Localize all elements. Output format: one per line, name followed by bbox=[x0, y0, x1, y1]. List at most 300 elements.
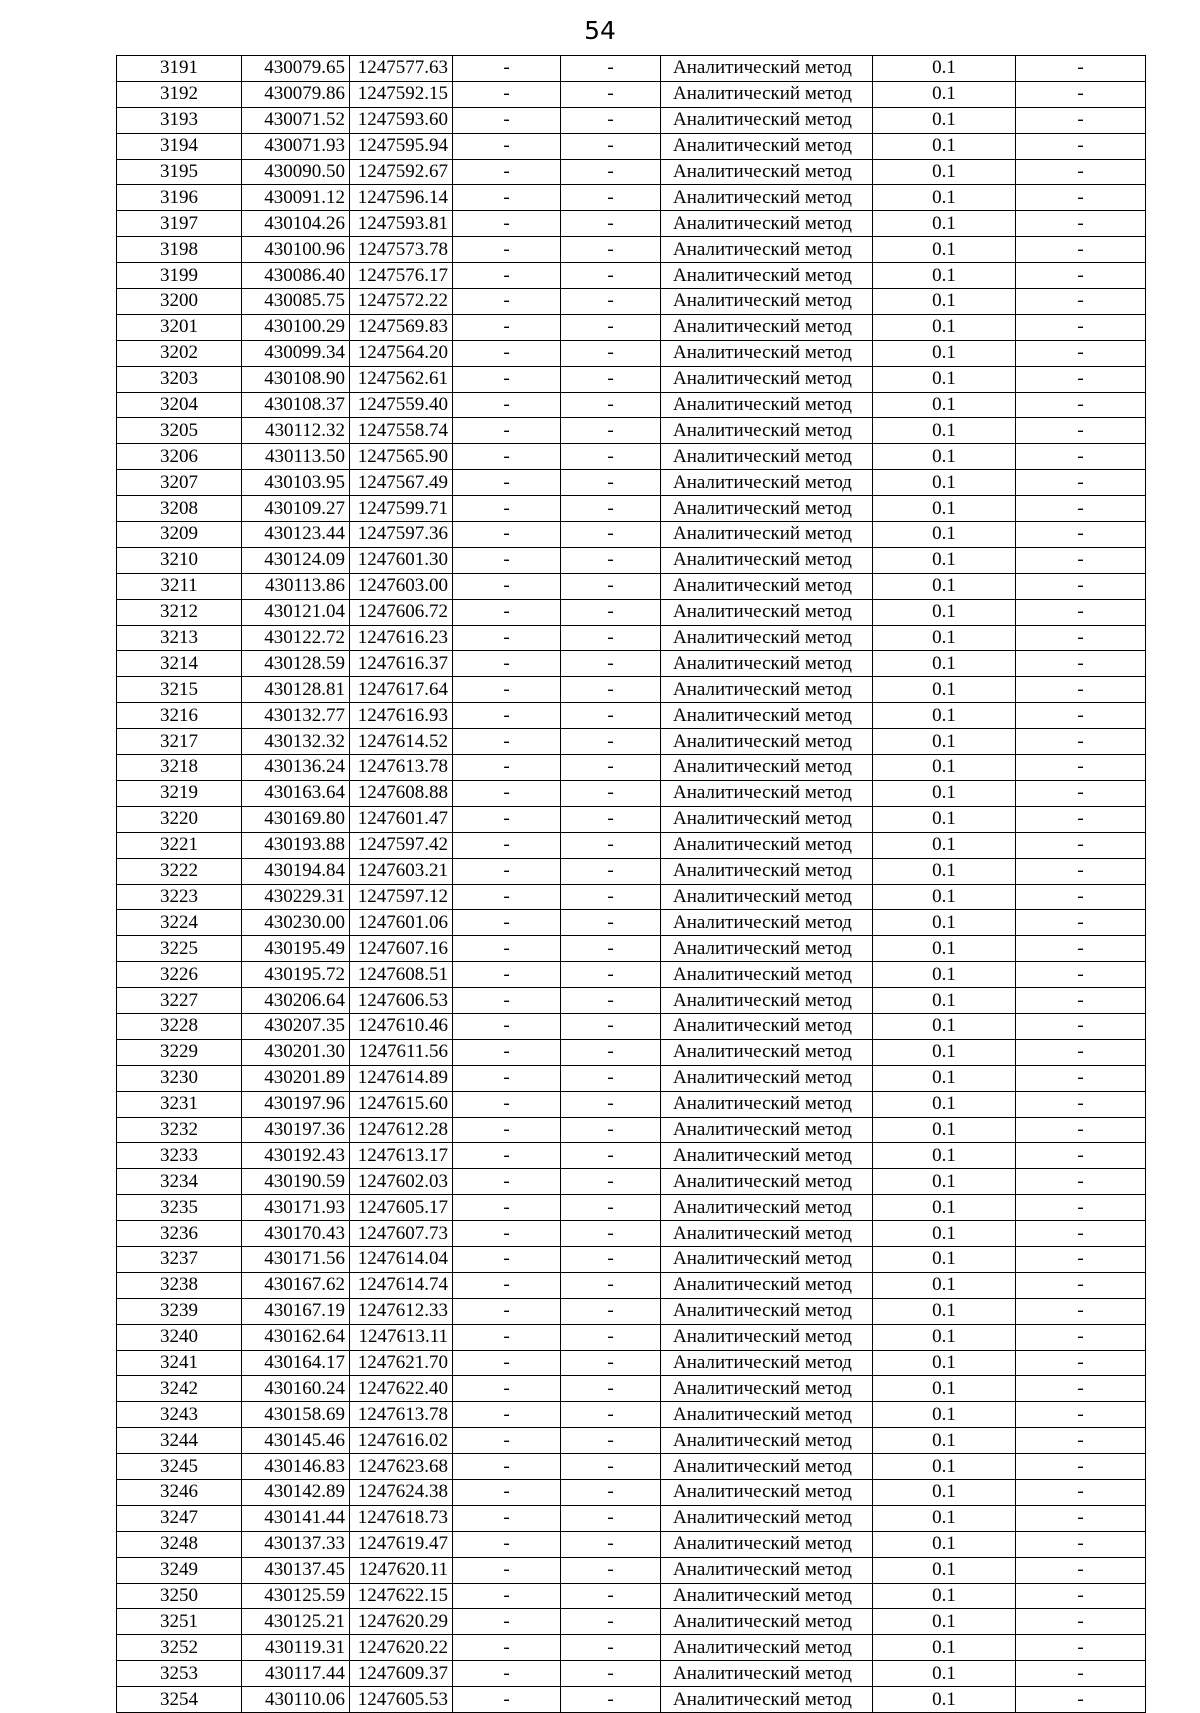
accuracy-cell: 0.1 bbox=[873, 237, 1016, 263]
table-row bbox=[117, 832, 1146, 858]
dash-cell: - bbox=[453, 470, 561, 496]
point-number-cell: 3222 bbox=[117, 858, 242, 884]
dash-cell: - bbox=[561, 1557, 661, 1583]
table-row bbox=[117, 1039, 1146, 1065]
table-row bbox=[117, 729, 1146, 755]
y-coordinate-cell: 1247592.15 bbox=[350, 81, 453, 107]
dash-cell: - bbox=[1016, 806, 1146, 832]
table-row bbox=[117, 910, 1146, 936]
accuracy-cell: 0.1 bbox=[873, 1246, 1016, 1272]
method-cell: Аналитический метод bbox=[661, 1350, 873, 1376]
table-row bbox=[117, 1609, 1146, 1635]
table-row bbox=[117, 1505, 1146, 1531]
dash-cell: - bbox=[561, 444, 661, 470]
y-coordinate-cell: 1247569.83 bbox=[350, 314, 453, 340]
accuracy-cell: 0.1 bbox=[873, 1272, 1016, 1298]
method-cell: Аналитический метод bbox=[661, 884, 873, 910]
dash-cell: - bbox=[1016, 1531, 1146, 1557]
y-coordinate-cell: 1247603.21 bbox=[350, 858, 453, 884]
dash-cell: - bbox=[1016, 962, 1146, 988]
dash-cell: - bbox=[453, 1013, 561, 1039]
table-row bbox=[117, 1246, 1146, 1272]
method-cell: Аналитический метод bbox=[661, 573, 873, 599]
table-row bbox=[117, 56, 1146, 82]
y-coordinate-cell: 1247572.22 bbox=[350, 289, 453, 315]
method-cell: Аналитический метод bbox=[661, 107, 873, 133]
accuracy-cell: 0.1 bbox=[873, 962, 1016, 988]
method-cell: Аналитический метод bbox=[661, 470, 873, 496]
dash-cell: - bbox=[453, 1195, 561, 1221]
accuracy-cell: 0.1 bbox=[873, 858, 1016, 884]
accuracy-cell: 0.1 bbox=[873, 522, 1016, 548]
table-row bbox=[117, 1454, 1146, 1480]
accuracy-cell: 0.1 bbox=[873, 1169, 1016, 1195]
method-cell: Аналитический метод bbox=[661, 133, 873, 159]
dash-cell: - bbox=[561, 340, 661, 366]
dash-cell: - bbox=[453, 1505, 561, 1531]
x-coordinate-cell: 430170.43 bbox=[242, 1221, 350, 1247]
y-coordinate-cell: 1247612.33 bbox=[350, 1298, 453, 1324]
y-coordinate-cell: 1247599.71 bbox=[350, 496, 453, 522]
dash-cell: - bbox=[561, 56, 661, 82]
dash-cell: - bbox=[453, 314, 561, 340]
dash-cell: - bbox=[453, 133, 561, 159]
dash-cell: - bbox=[1016, 1195, 1146, 1221]
method-cell: Аналитический метод bbox=[661, 1583, 873, 1609]
dash-cell: - bbox=[561, 1350, 661, 1376]
y-coordinate-cell: 1247613.11 bbox=[350, 1324, 453, 1350]
y-coordinate-cell: 1247567.49 bbox=[350, 470, 453, 496]
accuracy-cell: 0.1 bbox=[873, 1143, 1016, 1169]
table-row bbox=[117, 1350, 1146, 1376]
method-cell: Аналитический метод bbox=[661, 1195, 873, 1221]
accuracy-cell: 0.1 bbox=[873, 1428, 1016, 1454]
y-coordinate-cell: 1247618.73 bbox=[350, 1505, 453, 1531]
y-coordinate-cell: 1247609.37 bbox=[350, 1661, 453, 1687]
dash-cell: - bbox=[1016, 1013, 1146, 1039]
table-row bbox=[117, 1013, 1146, 1039]
dash-cell: - bbox=[1016, 1221, 1146, 1247]
dash-cell: - bbox=[561, 1661, 661, 1687]
dash-cell: - bbox=[453, 858, 561, 884]
dash-cell: - bbox=[453, 1350, 561, 1376]
x-coordinate-cell: 430229.31 bbox=[242, 884, 350, 910]
accuracy-cell: 0.1 bbox=[873, 936, 1016, 962]
accuracy-cell: 0.1 bbox=[873, 755, 1016, 781]
dash-cell: - bbox=[1016, 884, 1146, 910]
table-row bbox=[117, 1065, 1146, 1091]
y-coordinate-cell: 1247620.29 bbox=[350, 1609, 453, 1635]
dash-cell: - bbox=[561, 910, 661, 936]
x-coordinate-cell: 430167.19 bbox=[242, 1298, 350, 1324]
dash-cell: - bbox=[1016, 780, 1146, 806]
dash-cell: - bbox=[561, 625, 661, 651]
accuracy-cell: 0.1 bbox=[873, 1091, 1016, 1117]
dash-cell: - bbox=[1016, 1402, 1146, 1428]
x-coordinate-cell: 430201.30 bbox=[242, 1039, 350, 1065]
x-coordinate-cell: 430193.88 bbox=[242, 832, 350, 858]
accuracy-cell: 0.1 bbox=[873, 573, 1016, 599]
method-cell: Аналитический метод bbox=[661, 806, 873, 832]
y-coordinate-cell: 1247606.53 bbox=[350, 988, 453, 1014]
x-coordinate-cell: 430190.59 bbox=[242, 1169, 350, 1195]
y-coordinate-cell: 1247616.37 bbox=[350, 651, 453, 677]
dash-cell: - bbox=[561, 418, 661, 444]
y-coordinate-cell: 1247613.78 bbox=[350, 755, 453, 781]
table-row bbox=[117, 470, 1146, 496]
method-cell: Аналитический метод bbox=[661, 1298, 873, 1324]
table-row bbox=[117, 599, 1146, 625]
dash-cell: - bbox=[453, 1687, 561, 1713]
method-cell: Аналитический метод bbox=[661, 858, 873, 884]
dash-cell: - bbox=[1016, 988, 1146, 1014]
x-coordinate-cell: 430137.33 bbox=[242, 1531, 350, 1557]
coordinates-table bbox=[116, 55, 1146, 1713]
dash-cell: - bbox=[561, 755, 661, 781]
y-coordinate-cell: 1247624.38 bbox=[350, 1479, 453, 1505]
x-coordinate-cell: 430137.45 bbox=[242, 1557, 350, 1583]
point-number-cell: 3246 bbox=[117, 1479, 242, 1505]
dash-cell: - bbox=[453, 1531, 561, 1557]
dash-cell: - bbox=[453, 1324, 561, 1350]
dash-cell: - bbox=[561, 81, 661, 107]
x-coordinate-cell: 430112.32 bbox=[242, 418, 350, 444]
dash-cell: - bbox=[1016, 1479, 1146, 1505]
table-row bbox=[117, 962, 1146, 988]
dash-cell: - bbox=[453, 1169, 561, 1195]
table-row bbox=[117, 496, 1146, 522]
dash-cell: - bbox=[453, 1402, 561, 1428]
method-cell: Аналитический метод bbox=[661, 1402, 873, 1428]
dash-cell: - bbox=[1016, 729, 1146, 755]
point-number-cell: 3216 bbox=[117, 703, 242, 729]
point-number-cell: 3212 bbox=[117, 599, 242, 625]
point-number-cell: 3192 bbox=[117, 81, 242, 107]
dash-cell: - bbox=[1016, 755, 1146, 781]
table-row bbox=[117, 1557, 1146, 1583]
accuracy-cell: 0.1 bbox=[873, 884, 1016, 910]
x-coordinate-cell: 430132.77 bbox=[242, 703, 350, 729]
accuracy-cell: 0.1 bbox=[873, 392, 1016, 418]
point-number-cell: 3251 bbox=[117, 1609, 242, 1635]
method-cell: Аналитический метод bbox=[661, 522, 873, 548]
dash-cell: - bbox=[453, 1635, 561, 1661]
dash-cell: - bbox=[1016, 1117, 1146, 1143]
point-number-cell: 3196 bbox=[117, 185, 242, 211]
dash-cell: - bbox=[1016, 858, 1146, 884]
method-cell: Аналитический метод bbox=[661, 56, 873, 82]
point-number-cell: 3226 bbox=[117, 962, 242, 988]
x-coordinate-cell: 430194.84 bbox=[242, 858, 350, 884]
y-coordinate-cell: 1247596.14 bbox=[350, 185, 453, 211]
x-coordinate-cell: 430119.31 bbox=[242, 1635, 350, 1661]
accuracy-cell: 0.1 bbox=[873, 1402, 1016, 1428]
accuracy-cell: 0.1 bbox=[873, 1013, 1016, 1039]
method-cell: Аналитический метод bbox=[661, 1117, 873, 1143]
y-coordinate-cell: 1247614.04 bbox=[350, 1246, 453, 1272]
dash-cell: - bbox=[453, 237, 561, 263]
table-row bbox=[117, 1661, 1146, 1687]
accuracy-cell: 0.1 bbox=[873, 1117, 1016, 1143]
point-number-cell: 3235 bbox=[117, 1195, 242, 1221]
point-number-cell: 3253 bbox=[117, 1661, 242, 1687]
y-coordinate-cell: 1247614.89 bbox=[350, 1065, 453, 1091]
accuracy-cell: 0.1 bbox=[873, 599, 1016, 625]
table-row bbox=[117, 1635, 1146, 1661]
dash-cell: - bbox=[561, 1246, 661, 1272]
table-row bbox=[117, 159, 1146, 185]
y-coordinate-cell: 1247620.22 bbox=[350, 1635, 453, 1661]
dash-cell: - bbox=[1016, 470, 1146, 496]
accuracy-cell: 0.1 bbox=[873, 703, 1016, 729]
dash-cell: - bbox=[453, 962, 561, 988]
point-number-cell: 3203 bbox=[117, 366, 242, 392]
page-number: 54 bbox=[584, 16, 616, 45]
table-row bbox=[117, 418, 1146, 444]
table-body bbox=[117, 56, 1146, 1713]
method-cell: Аналитический метод bbox=[661, 1065, 873, 1091]
dash-cell: - bbox=[561, 211, 661, 237]
dash-cell: - bbox=[561, 237, 661, 263]
dash-cell: - bbox=[561, 1039, 661, 1065]
y-coordinate-cell: 1247621.70 bbox=[350, 1350, 453, 1376]
y-coordinate-cell: 1247606.72 bbox=[350, 599, 453, 625]
dash-cell: - bbox=[453, 1454, 561, 1480]
dash-cell: - bbox=[1016, 1272, 1146, 1298]
dash-cell: - bbox=[1016, 133, 1146, 159]
point-number-cell: 3197 bbox=[117, 211, 242, 237]
point-number-cell: 3237 bbox=[117, 1246, 242, 1272]
dash-cell: - bbox=[453, 1428, 561, 1454]
dash-cell: - bbox=[1016, 910, 1146, 936]
dash-cell: - bbox=[1016, 651, 1146, 677]
dash-cell: - bbox=[561, 314, 661, 340]
accuracy-cell: 0.1 bbox=[873, 780, 1016, 806]
point-number-cell: 3242 bbox=[117, 1376, 242, 1402]
x-coordinate-cell: 430117.44 bbox=[242, 1661, 350, 1687]
x-coordinate-cell: 430128.59 bbox=[242, 651, 350, 677]
dash-cell: - bbox=[1016, 1505, 1146, 1531]
accuracy-cell: 0.1 bbox=[873, 832, 1016, 858]
table-row bbox=[117, 703, 1146, 729]
table-row bbox=[117, 1195, 1146, 1221]
x-coordinate-cell: 430113.50 bbox=[242, 444, 350, 470]
point-number-cell: 3218 bbox=[117, 755, 242, 781]
dash-cell: - bbox=[561, 470, 661, 496]
x-coordinate-cell: 430160.24 bbox=[242, 1376, 350, 1402]
method-cell: Аналитический метод bbox=[661, 1557, 873, 1583]
x-coordinate-cell: 430100.96 bbox=[242, 237, 350, 263]
table-row bbox=[117, 1272, 1146, 1298]
point-number-cell: 3228 bbox=[117, 1013, 242, 1039]
dash-cell: - bbox=[1016, 1298, 1146, 1324]
method-cell: Аналитический метод bbox=[661, 1221, 873, 1247]
point-number-cell: 3244 bbox=[117, 1428, 242, 1454]
dash-cell: - bbox=[1016, 1324, 1146, 1350]
dash-cell: - bbox=[1016, 107, 1146, 133]
method-cell: Аналитический метод bbox=[661, 703, 873, 729]
dash-cell: - bbox=[561, 599, 661, 625]
dash-cell: - bbox=[561, 936, 661, 962]
table-row bbox=[117, 81, 1146, 107]
point-number-cell: 3241 bbox=[117, 1350, 242, 1376]
dash-cell: - bbox=[561, 651, 661, 677]
accuracy-cell: 0.1 bbox=[873, 1298, 1016, 1324]
dash-cell: - bbox=[561, 1505, 661, 1531]
accuracy-cell: 0.1 bbox=[873, 211, 1016, 237]
table-row bbox=[117, 366, 1146, 392]
dash-cell: - bbox=[1016, 1583, 1146, 1609]
x-coordinate-cell: 430108.37 bbox=[242, 392, 350, 418]
method-cell: Аналитический метод bbox=[661, 81, 873, 107]
accuracy-cell: 0.1 bbox=[873, 806, 1016, 832]
y-coordinate-cell: 1247613.17 bbox=[350, 1143, 453, 1169]
dash-cell: - bbox=[561, 962, 661, 988]
point-number-cell: 3207 bbox=[117, 470, 242, 496]
accuracy-cell: 0.1 bbox=[873, 625, 1016, 651]
dash-cell: - bbox=[561, 1298, 661, 1324]
accuracy-cell: 0.1 bbox=[873, 988, 1016, 1014]
point-number-cell: 3204 bbox=[117, 392, 242, 418]
x-coordinate-cell: 430192.43 bbox=[242, 1143, 350, 1169]
y-coordinate-cell: 1247573.78 bbox=[350, 237, 453, 263]
table-row bbox=[117, 340, 1146, 366]
y-coordinate-cell: 1247564.20 bbox=[350, 340, 453, 366]
dash-cell: - bbox=[453, 729, 561, 755]
point-number-cell: 3248 bbox=[117, 1531, 242, 1557]
dash-cell: - bbox=[453, 1661, 561, 1687]
point-number-cell: 3201 bbox=[117, 314, 242, 340]
method-cell: Аналитический метод bbox=[661, 340, 873, 366]
table-row bbox=[117, 806, 1146, 832]
table-row bbox=[117, 107, 1146, 133]
point-number-cell: 3254 bbox=[117, 1687, 242, 1713]
dash-cell: - bbox=[453, 366, 561, 392]
method-cell: Аналитический метод bbox=[661, 625, 873, 651]
dash-cell: - bbox=[453, 1376, 561, 1402]
method-cell: Аналитический метод bbox=[661, 1609, 873, 1635]
dash-cell: - bbox=[453, 496, 561, 522]
x-coordinate-cell: 430123.44 bbox=[242, 522, 350, 548]
method-cell: Аналитический метод bbox=[661, 1376, 873, 1402]
method-cell: Аналитический метод bbox=[661, 1324, 873, 1350]
point-number-cell: 3205 bbox=[117, 418, 242, 444]
y-coordinate-cell: 1247608.51 bbox=[350, 962, 453, 988]
dash-cell: - bbox=[453, 1298, 561, 1324]
x-coordinate-cell: 430079.86 bbox=[242, 81, 350, 107]
x-coordinate-cell: 430124.09 bbox=[242, 547, 350, 573]
y-coordinate-cell: 1247605.53 bbox=[350, 1687, 453, 1713]
dash-cell: - bbox=[453, 289, 561, 315]
y-coordinate-cell: 1247614.52 bbox=[350, 729, 453, 755]
table-row bbox=[117, 185, 1146, 211]
table-row bbox=[117, 133, 1146, 159]
table-row bbox=[117, 289, 1146, 315]
point-number-cell: 3193 bbox=[117, 107, 242, 133]
table-row bbox=[117, 1324, 1146, 1350]
accuracy-cell: 0.1 bbox=[873, 1661, 1016, 1687]
method-cell: Аналитический метод bbox=[661, 755, 873, 781]
accuracy-cell: 0.1 bbox=[873, 1195, 1016, 1221]
dash-cell: - bbox=[1016, 1091, 1146, 1117]
dash-cell: - bbox=[453, 884, 561, 910]
x-coordinate-cell: 430230.00 bbox=[242, 910, 350, 936]
dash-cell: - bbox=[453, 392, 561, 418]
accuracy-cell: 0.1 bbox=[873, 340, 1016, 366]
method-cell: Аналитический метод bbox=[661, 418, 873, 444]
dash-cell: - bbox=[453, 806, 561, 832]
dash-cell: - bbox=[561, 1013, 661, 1039]
dash-cell: - bbox=[453, 832, 561, 858]
x-coordinate-cell: 430099.34 bbox=[242, 340, 350, 366]
dash-cell: - bbox=[561, 1065, 661, 1091]
accuracy-cell: 0.1 bbox=[873, 470, 1016, 496]
method-cell: Аналитический метод bbox=[661, 651, 873, 677]
dash-cell: - bbox=[561, 677, 661, 703]
method-cell: Аналитический метод bbox=[661, 1272, 873, 1298]
dash-cell: - bbox=[561, 392, 661, 418]
dash-cell: - bbox=[453, 1479, 561, 1505]
x-coordinate-cell: 430206.64 bbox=[242, 988, 350, 1014]
dash-cell: - bbox=[453, 1221, 561, 1247]
method-cell: Аналитический метод bbox=[661, 1661, 873, 1687]
dash-cell: - bbox=[453, 780, 561, 806]
accuracy-cell: 0.1 bbox=[873, 1531, 1016, 1557]
x-coordinate-cell: 430128.81 bbox=[242, 677, 350, 703]
method-cell: Аналитический метод bbox=[661, 780, 873, 806]
dash-cell: - bbox=[1016, 703, 1146, 729]
x-coordinate-cell: 430146.83 bbox=[242, 1454, 350, 1480]
method-cell: Аналитический метод bbox=[661, 547, 873, 573]
accuracy-cell: 0.1 bbox=[873, 1635, 1016, 1661]
point-number-cell: 3191 bbox=[117, 56, 242, 82]
accuracy-cell: 0.1 bbox=[873, 1505, 1016, 1531]
dash-cell: - bbox=[1016, 677, 1146, 703]
x-coordinate-cell: 430145.46 bbox=[242, 1428, 350, 1454]
dash-cell: - bbox=[453, 211, 561, 237]
y-coordinate-cell: 1247615.60 bbox=[350, 1091, 453, 1117]
y-coordinate-cell: 1247605.17 bbox=[350, 1195, 453, 1221]
dash-cell: - bbox=[561, 159, 661, 185]
method-cell: Аналитический метод bbox=[661, 962, 873, 988]
method-cell: Аналитический метод bbox=[661, 1246, 873, 1272]
point-number-cell: 3211 bbox=[117, 573, 242, 599]
dash-cell: - bbox=[1016, 81, 1146, 107]
table-row bbox=[117, 988, 1146, 1014]
dash-cell: - bbox=[561, 858, 661, 884]
dash-cell: - bbox=[561, 366, 661, 392]
x-coordinate-cell: 430079.65 bbox=[242, 56, 350, 82]
method-cell: Аналитический метод bbox=[661, 1428, 873, 1454]
table-row bbox=[117, 1687, 1146, 1713]
dash-cell: - bbox=[453, 444, 561, 470]
dash-cell: - bbox=[561, 496, 661, 522]
x-coordinate-cell: 430091.12 bbox=[242, 185, 350, 211]
dash-cell: - bbox=[561, 703, 661, 729]
y-coordinate-cell: 1247608.88 bbox=[350, 780, 453, 806]
dash-cell: - bbox=[561, 547, 661, 573]
x-coordinate-cell: 430167.62 bbox=[242, 1272, 350, 1298]
y-coordinate-cell: 1247613.78 bbox=[350, 1402, 453, 1428]
dash-cell: - bbox=[1016, 522, 1146, 548]
point-number-cell: 3209 bbox=[117, 522, 242, 548]
point-number-cell: 3198 bbox=[117, 237, 242, 263]
x-coordinate-cell: 430100.29 bbox=[242, 314, 350, 340]
x-coordinate-cell: 430171.93 bbox=[242, 1195, 350, 1221]
dash-cell: - bbox=[1016, 314, 1146, 340]
y-coordinate-cell: 1247577.63 bbox=[350, 56, 453, 82]
accuracy-cell: 0.1 bbox=[873, 1039, 1016, 1065]
